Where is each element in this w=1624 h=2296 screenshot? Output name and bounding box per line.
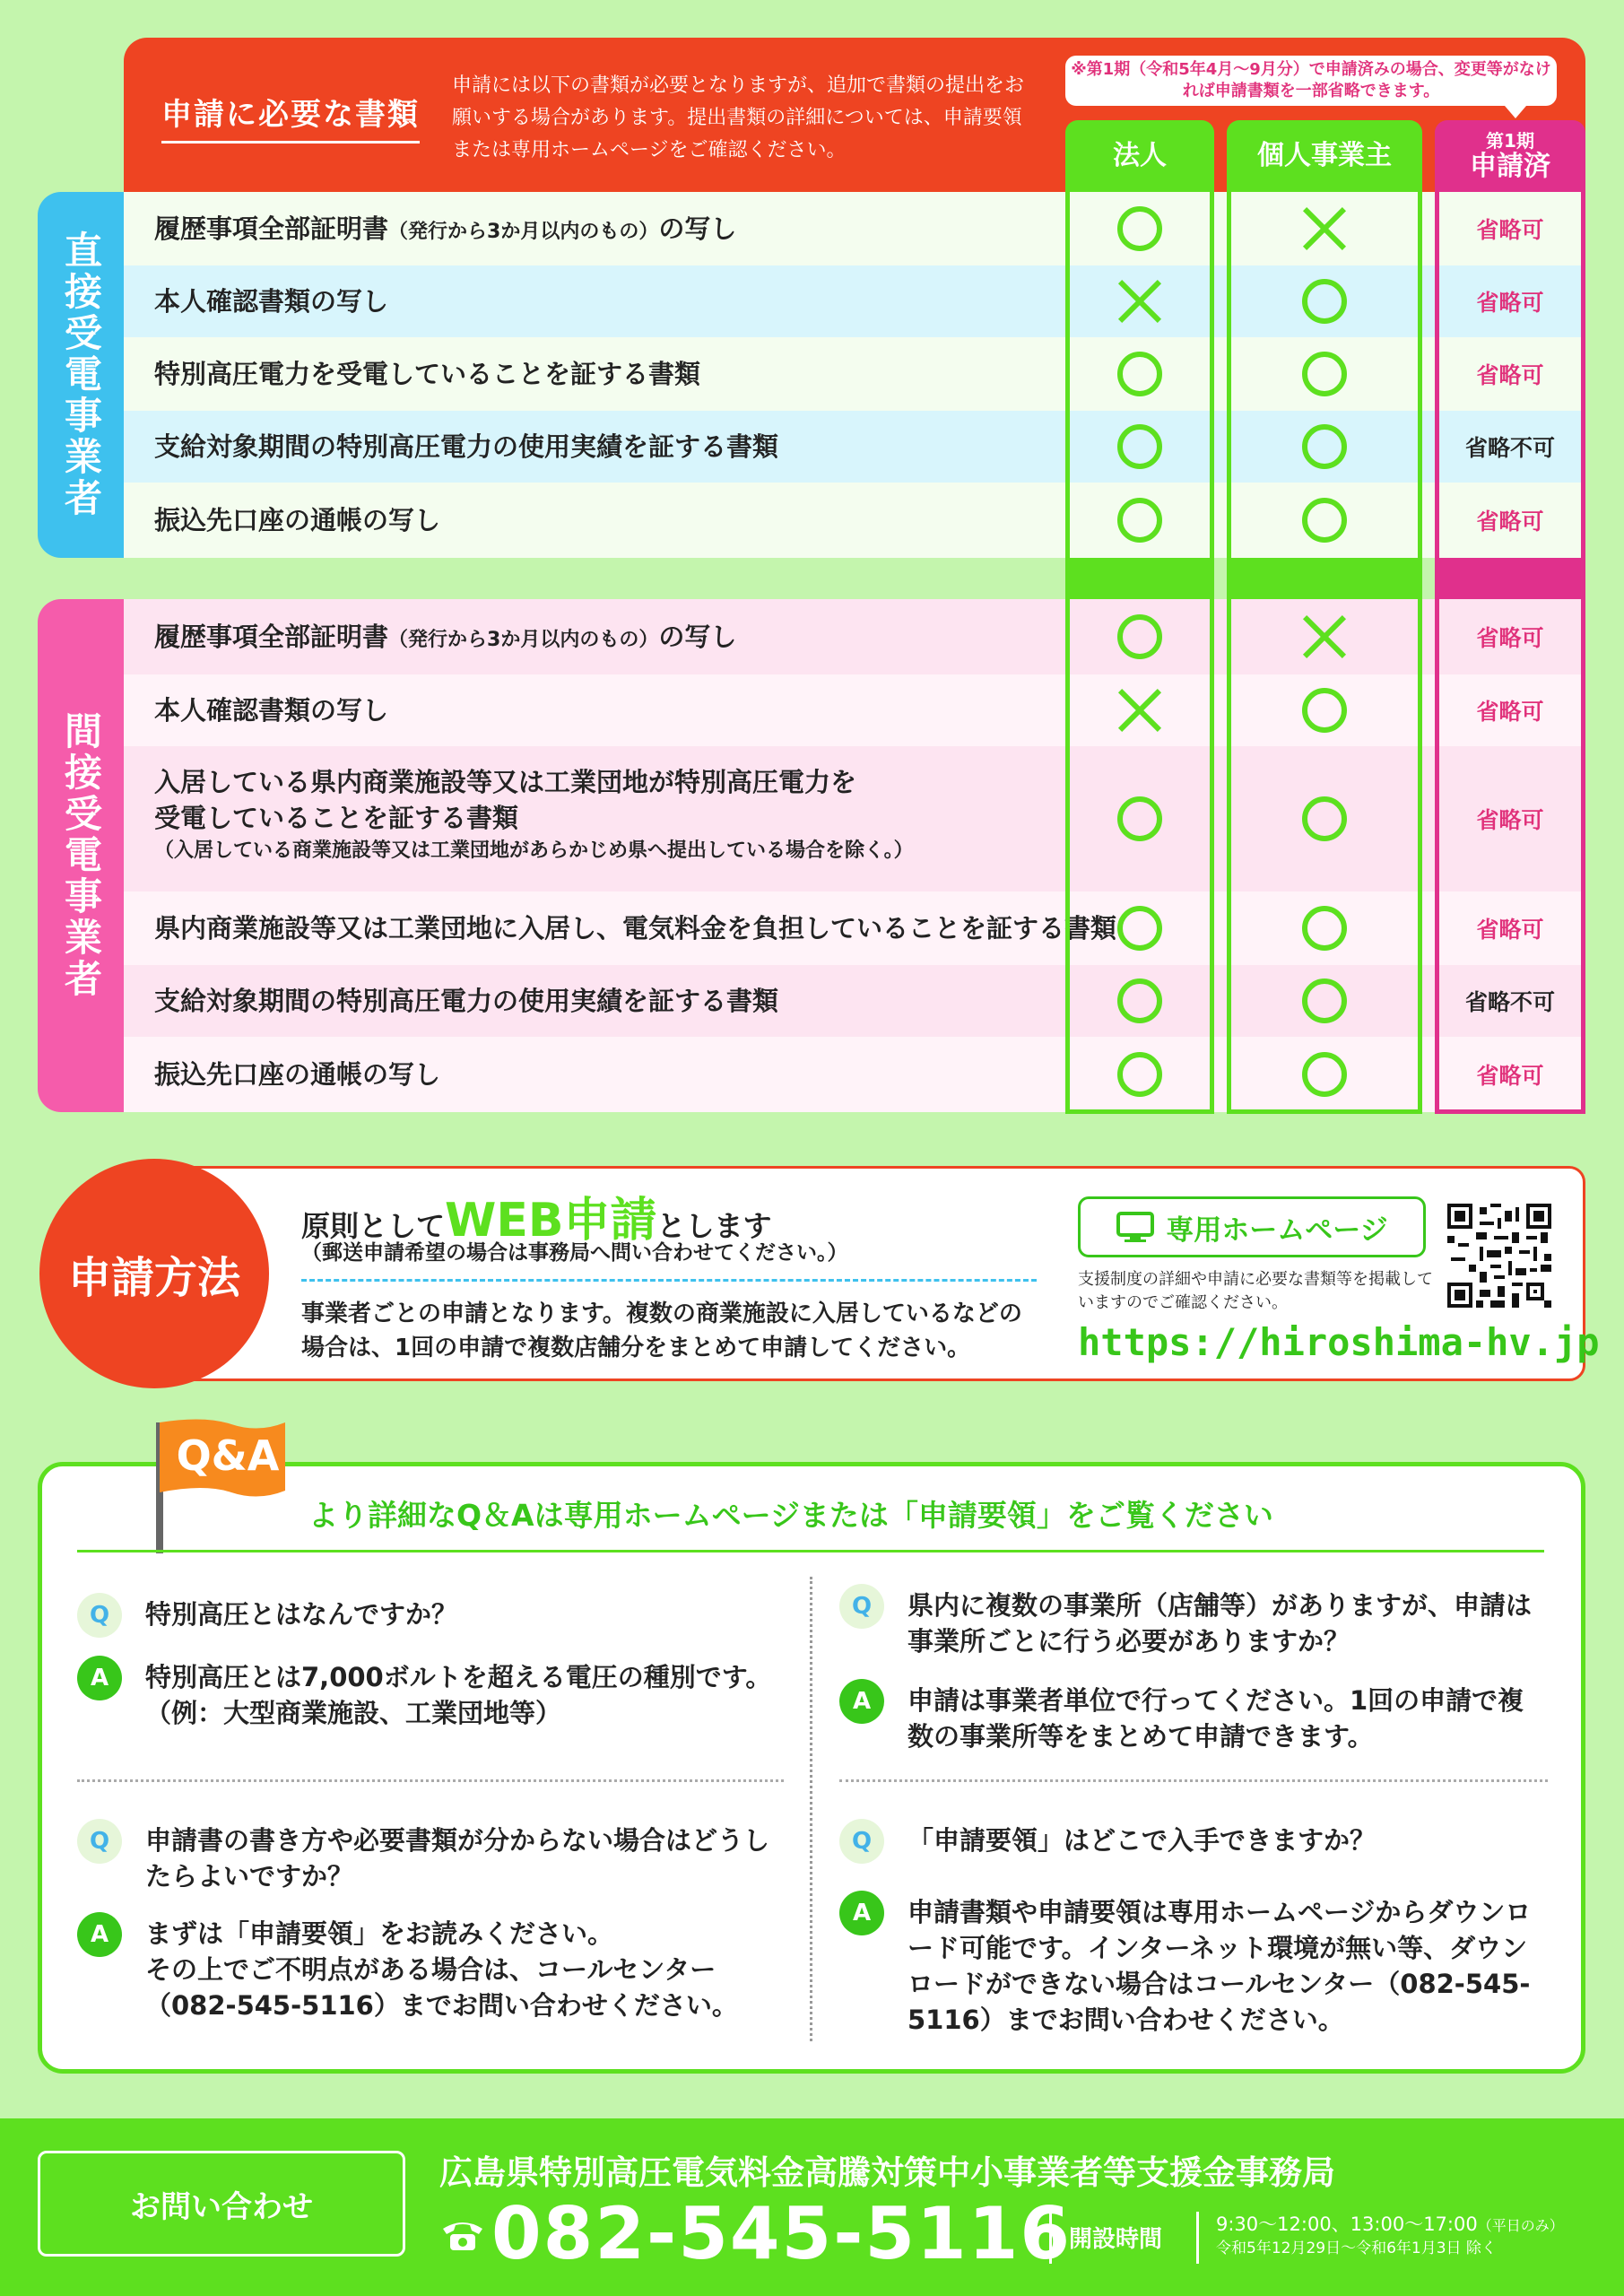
corporate-cell [1065,1037,1214,1112]
phone-number[interactable] [439,2192,1072,2275]
circle-mark-icon [1302,906,1347,951]
phone-icon [439,2214,486,2254]
sole-cell [1227,674,1422,746]
a-badge: A [839,1679,884,1724]
column-first-period-small: 第1期 [1486,130,1534,152]
qa-answer [839,1891,1548,2038]
qa-answer-text: 申請は事業者単位で行ってください。1回の申請で複数の事業所等をまとめて申請できます。 [908,1685,1524,1752]
row-label: 本人確認書類の写し [154,286,389,317]
web-application-highlight: WEB申請 [445,1194,657,1248]
qa-title: より詳細なQ＆Aは専用ホームページまたは「申請要領」をご覧ください [308,1498,1273,1533]
qa-title-underline [77,1550,1544,1552]
circle-mark-icon [1117,796,1162,841]
first-period-status: 省略可 [1476,509,1544,535]
homepage-button[interactable] [1078,1196,1426,1257]
corporate-cell [1065,411,1214,483]
qa-column-divider [810,1577,812,2041]
sole-cell [1227,891,1422,965]
circle-mark-icon [1302,352,1347,396]
sole-cell [1227,599,1422,674]
circle-mark-icon [1117,424,1162,469]
homepage-description: 支援制度の詳細や申請に必要な書類等を掲載していますのでご確認ください。 [1078,1270,1433,1312]
circle-mark-icon [1302,498,1347,543]
circle-mark-icon [1117,206,1162,251]
qa-question-text: 申請書の書き方や必要書類が分からない場合はどうしたらよいですか？ [145,1825,770,1892]
circle-mark-icon [1302,279,1347,324]
a-badge: A [77,1912,122,1957]
qa-answer-text: 特別高圧とは7,000ボルトを超える電圧の種別です。 （例：大型商業施設、工業団地等） [145,1662,772,1728]
qa-answer-text: 申請書類や申請要領は専用ホームページからダウンロード可能です。インターネット環境が無い等、ダウンロードができない場合はコールセンター（082-545-5116）までお問い合わせください。 [908,1897,1532,2035]
q-badge: Q [77,1593,122,1638]
cross-mark-icon [1117,279,1162,324]
row-label: 振込先口座の通帳の写し [154,505,441,535]
first-period-status: 省略可 [1476,917,1544,943]
column-corporate: 法人 [1065,120,1214,192]
sole-cell [1227,265,1422,337]
row-label: 本人確認書類の写し [154,695,389,726]
method-headline: 原則としてWEB申請とします [301,1194,772,1248]
first-period-status: 省略可 [1476,362,1544,388]
q-badge: Q [839,1819,884,1864]
qa-question [77,1819,786,1894]
a-badge: A [77,1656,122,1700]
first-period-status: 省略不可 [1464,989,1555,1015]
cross-mark-icon [1117,688,1162,733]
qa-question-text: 県内に複数の事業所（店舗等）がありますが、申請は事業所ごとに行う必要がありますか？ [908,1590,1533,1657]
corporate-cell [1065,746,1214,891]
qa-row-divider-left [77,1779,784,1782]
direct-section-label: 直接受電事業者 [38,192,124,558]
column-first-period-big: 申請済 [1470,151,1550,182]
row-label: 県内商業施設等又は工業団地に入居し、電気料金を負担していることを証する書類 [154,913,1117,944]
sole-cell [1227,337,1422,411]
sole-cell [1227,411,1422,483]
qa-question [77,1593,786,1638]
corporate-cell [1065,192,1214,265]
a-badge: A [839,1891,884,1935]
sole-cell [1227,965,1422,1037]
first-period-status: 省略不可 [1464,435,1555,461]
qa-answer [839,1679,1548,1754]
method-divider [301,1279,1037,1282]
row-label: 支給対象期間の特別高圧電力の使用実績を証する書類 [154,431,779,462]
circle-mark-icon [1117,978,1162,1023]
circle-mark-icon [1302,424,1347,469]
circle-mark-icon [1117,906,1162,951]
sole-cell [1227,192,1422,265]
qa-answer [77,1656,786,1731]
qa-question [839,1819,1548,1864]
opening-hours: 9:30〜12:00、13:00〜17:00（平日のみ） [1216,2213,1564,2235]
corporate-cell [1065,891,1214,965]
cross-mark-icon [1302,614,1347,659]
first-period-status: 省略可 [1476,699,1544,725]
documents-title: 申請に必要な書類 [161,90,420,144]
q-badge: Q [77,1819,122,1864]
sole-cell [1227,483,1422,558]
row-label: 履歴事項全部証明書（発行から3か月以内のもの）の写し [154,213,737,244]
row-label: 特別高圧電力を受電していることを証する書類 [154,359,701,389]
method-headline-note: （郵送申請希望の場合は事務局へ問い合わせてください。） [301,1241,848,1265]
corporate-cell [1065,265,1214,337]
column-first-period [1435,120,1585,192]
monitor-icon [1116,1211,1155,1243]
qa-question-text: 特別高圧とはなんですか？ [145,1599,458,1630]
corporate-cell [1065,337,1214,411]
indirect-section-label: 間接受電事業者 [38,599,124,1112]
qa-flag-label: Q&A [176,1431,280,1480]
circle-mark-icon [1302,978,1347,1023]
first-period-status: 省略可 [1476,1063,1544,1089]
circle-mark-icon [1117,1052,1162,1097]
corporate-cell [1065,965,1214,1037]
documents-description: 申請には以下の書類が必要となりますが、追加で書類の提出をお願いする場合があります。提出書類の詳細については、申請要領または専用ホームページをご確認ください。 [452,74,1025,161]
qa-answer-text: まずは「申請要領」をお読みください。 その上でご不明点がある場合は、コールセンター （082-545-5116）までお問い合わせください。 [145,1918,738,2021]
first-period-status: 省略可 [1476,290,1544,316]
row-label: 支給対象期間の特別高圧電力の使用実績を証する書類 [154,986,779,1016]
qr-code-icon[interactable] [1447,1204,1551,1308]
holiday-note: 令和5年12月29日〜令和6年1月3日 除く [1216,2239,1497,2257]
circle-mark-icon [1302,1052,1347,1097]
first-period-status: 省略可 [1476,807,1544,833]
sole-cell [1227,746,1422,891]
qa-row-divider-right [839,1779,1548,1782]
row-label: 履歴事項全部証明書（発行から3か月以内のもの）の写し [154,622,737,652]
qa-answer [77,1912,786,2023]
footer-divider-1 [1049,2212,1052,2264]
corporate-cell [1065,483,1214,558]
homepage-url[interactable]: https://hiroshima-hv.jp [1078,1320,1600,1364]
corporate-cell [1065,599,1214,674]
qa-question [839,1584,1548,1659]
phone-digits: 082-545-5116 [491,2192,1073,2275]
footer-divider-2 [1196,2212,1199,2264]
row-label: 入居している県内商業施設等又は工業団地が特別高圧電力を 受電していることを証する書類 （入居している商業施設等又は工業団地があらかじめ県へ提出している場合を除く。） [154,767,914,862]
method-body: 事業者ごとの申請となります。複数の商業施設に入居しているなどの場合は、1回の申請で複数店舗分をまとめて申請してください。 [301,1300,1022,1361]
corporate-cell [1065,674,1214,746]
row-label: 振込先口座の通帳の写し [154,1059,441,1090]
first-period-status: 省略可 [1476,217,1544,243]
hours-label: 開設時間 [1069,2226,1163,2253]
circle-mark-icon [1117,498,1162,543]
qa-question-text: 「申請要領」はどこで入手できますか？ [908,1825,1376,1856]
q-badge: Q [839,1584,884,1629]
homepage-label: 専用ホームページ [1166,1213,1388,1247]
contact-label: お問い合わせ [38,2151,405,2257]
circle-mark-icon [1302,796,1347,841]
office-name: 広島県特別高圧電気料金高騰対策中小事業者等支援金事務局 [439,2153,1335,2192]
circle-mark-icon [1117,614,1162,659]
first-period-status: 省略可 [1476,625,1544,651]
circle-mark-icon [1117,352,1162,396]
column-sole-proprietor: 個人事業主 [1227,120,1422,192]
first-period-note: ※第1期（令和5年4月〜9月分）で申請済みの場合、変更等がなければ申請書類を一部省略できます。 [1065,56,1557,106]
cross-mark-icon [1302,206,1347,251]
circle-mark-icon [1302,688,1347,733]
method-label: 申請方法 [39,1159,269,1388]
sole-cell [1227,1037,1422,1112]
